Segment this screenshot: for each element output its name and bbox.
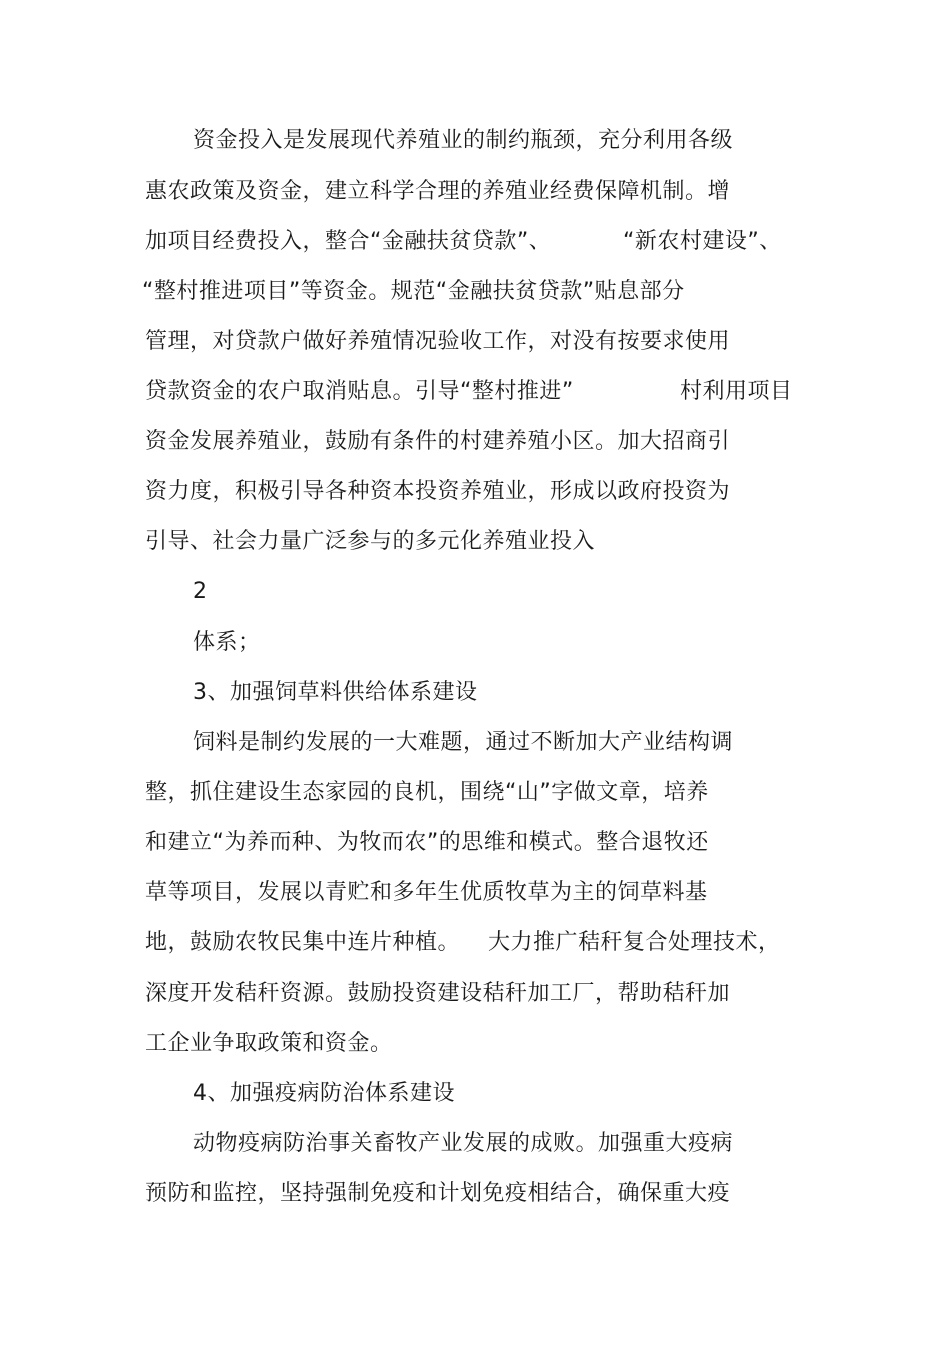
paragraph-line: [193, 628, 261, 658]
text-segment: 4、加强疫病防治体系建设: [193, 1081, 455, 1106]
text-segment: 2: [193, 579, 208, 604]
text-segment: 资金发展养殖业，鼓励有条件的村建养殖小区。加大招商引: [145, 429, 731, 454]
paragraph-line: [145, 828, 709, 858]
paragraph-line: [145, 1179, 730, 1209]
paragraph-line: [145, 177, 730, 207]
paragraph-line: [145, 979, 730, 1009]
text-segment: 惠农政策及资金，建立科学合理的养殖业经费保障机制。增: [145, 179, 731, 204]
paragraph-line: [142, 277, 685, 307]
text-segment: 引导、社会力量广泛参与的多元化养殖业投入: [145, 529, 596, 554]
paragraph-line: [145, 477, 730, 507]
text-segment: 体系；: [193, 630, 261, 655]
text-segment: 整，抓住建设生态家园的良机，围绕“山”字做文章，培养: [145, 780, 709, 805]
paragraph-line: [145, 778, 709, 808]
text-segment: 资金投入是发展现代养殖业的制约瓶颈，充分利用各级: [193, 128, 734, 153]
page-number: [193, 577, 208, 607]
text-segment: 贷款资金的农户取消贴息。引导“整村推进”: [145, 379, 574, 404]
text-segment: 草等项目，发展以青贮和多年生优质牧草为主的饲草料基: [145, 880, 708, 905]
text-segment: 饲料是制约发展的一大难题，通过不断加大产业结构调: [193, 730, 734, 755]
text-segment: 和建立“为养而种、为牧而农”的思维和模式。整合退牧还: [145, 830, 709, 855]
section-heading: [193, 678, 478, 708]
section-heading: [193, 1079, 455, 1109]
text-segment: 管理，对贷款户做好养殖情况验收工作，对没有按要求使用: [145, 329, 731, 354]
text-segment: 动物疫病防治事关畜牧产业发展的成败。加强重大疫病: [193, 1131, 734, 1156]
paragraph-line: [145, 878, 708, 908]
paragraph-line: [145, 427, 730, 457]
text-segment: 大力推广秸秆复合处理技术，: [488, 930, 781, 955]
text-segment: 深度开发秸秆资源。鼓励投资建设秸秆加工厂，帮助秸秆加: [145, 981, 731, 1006]
paragraph-line: [193, 1129, 733, 1159]
text-segment: 工企业争取政策和资金。: [145, 1031, 393, 1056]
paragraph-line: [193, 126, 733, 156]
text-segment: “整村推进项目”等资金。规范“金融扶贫贷款”贴息部分: [142, 279, 685, 304]
text-segment: 预防和监控，坚持强制免疫和计划免疫相结合，确保重大疫: [145, 1181, 731, 1206]
text-segment: 加项目经费投入，整合“金融扶贫贷款”、: [145, 229, 552, 254]
text-segment: 村利用项目: [680, 379, 793, 404]
text-segment: 资力度，积极引导各种资本投资养殖业，形成以政府投资为: [145, 479, 731, 504]
text-segment: “新农村建设”、: [623, 229, 782, 254]
text-segment: 3、加强饲草料供给体系建设: [193, 680, 478, 705]
paragraph-line: [145, 327, 730, 357]
paragraph-line: [193, 728, 733, 758]
paragraph-line: [145, 527, 595, 557]
paragraph-line: [145, 1029, 393, 1059]
paragraph-line: [145, 377, 793, 407]
paragraph-line: [145, 928, 781, 958]
paragraph-line: [145, 227, 782, 257]
text-segment: 地，鼓励农牧民集中连片种植。: [145, 930, 461, 955]
